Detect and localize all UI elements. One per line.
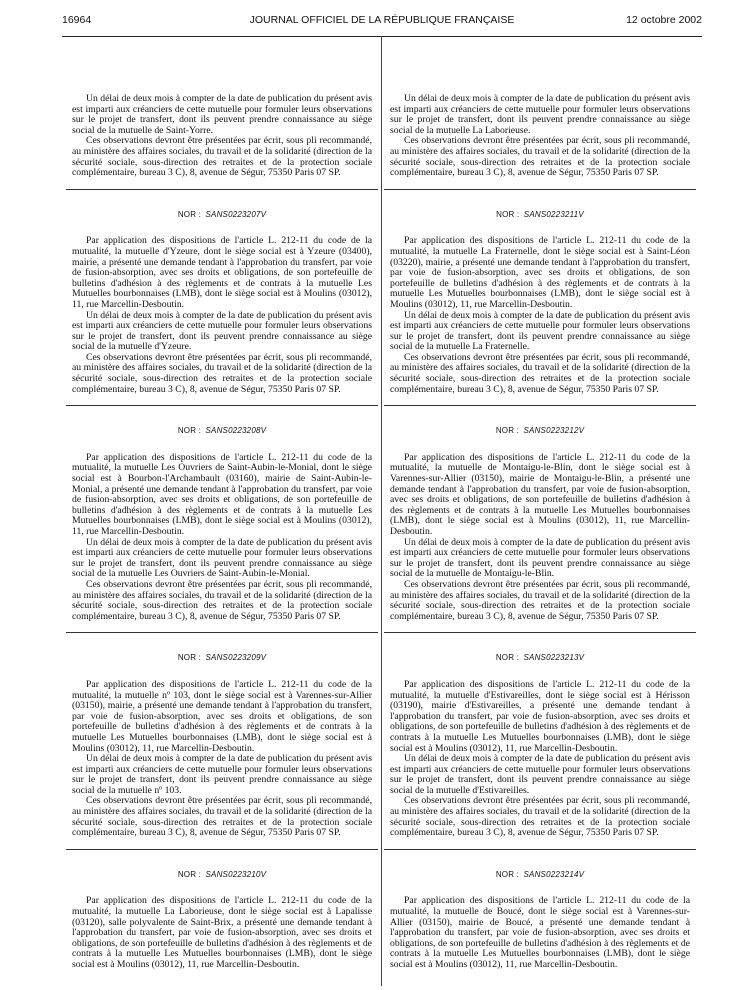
notice-paragraph: Un délai de deux mois à compter de la date de publication du présent avis est imparti aux créanciers de cette mutuelle pour formuler leurs observations sur le projet de transfert, dont ils peuvent prendre connaissance au siège social de la mutuelle de Montaigu-le-Blin. <box>390 536 690 580</box>
notice-paragraph: Ces observations devront être présentées par écrit, sous pli recommandé, au ministère des affaires sociales, du travail et de la solidarité (direction de la sécurité sociale, sous-direction des retraites et de la protection sociale complémentaire, bureau 3 C), 8, avenue de Ségur, 75350 Paris 07 SP. <box>390 135 690 179</box>
nor-reference <box>390 653 690 664</box>
notice-paragraph: Un délai de deux mois à compter de la date de publication du présent avis est imparti aux créanciers de cette mutuelle pour formuler leurs observations sur le projet de transfert, dont ils peuvent prendre connaissance au siège social de la mutuelle nº 103. <box>72 753 372 796</box>
notice-paragraph: Ces observations devront être présentées par écrit, sous pli recommandé, au ministère des affaires sociales, du travail et de la solidarité (direction de la sécurité sociale, sous-direction des retraites et de la protection sociale complémentaire, bureau 3 C), 8, avenue de Ségur, 75350 Paris 07 SP. <box>390 795 690 839</box>
nor-label: NOR : <box>495 869 520 879</box>
notice-paragraph: Un délai de deux mois à compter de la date de publication du présent avis est imparti aux créanciers de cette mutuelle pour formuler leurs observations sur le projet de transfert, dont ils peuvent prendre connaissance au siège social de la mutuelle La Fraternelle. <box>390 309 690 353</box>
section-separator <box>384 405 696 406</box>
nor-label: NOR : <box>177 653 202 663</box>
notice-paragraph: Un délai de deux mois à compter de la date de publication du présent avis est imparti aux créanciers de cette mutuelle pour formuler leurs observations sur le projet de transfert, dont ils peuvent prendre connaissance au siège social de la mutuelle d'Yzeure. <box>72 309 372 353</box>
nor-code: SANS0223213V <box>523 653 585 663</box>
notice-paragraph: Par application des dispositions de l'article L. 212-11 du code de la mutualité, la mutuelle de Montaigu-le-Blin, dont le siège social est à Varennes-sur-Allier (03150), mairie de Montaigu-le-Blin, a présenté une demande tendant à l'approbation du transfert, par voie de fusion-absorption, avec ses droits et obligations, de son portefeuille de bulletins d'adhésion à des règlements et de contrats à la mutuelle Les Mutuelles bourbonnaises (LMB), dont le siège social est à Moulins (03012), 11, rue Marcellin-Desboutin. <box>390 451 690 537</box>
page-number: 16964 <box>62 14 92 26</box>
notice-paragraph: Un délai de deux mois à compter de la date de publication du présent avis est imparti aux créanciers de cette mutuelle pour formuler leurs observations sur le projet de transfert, dont ils peuvent prendre connaissance au siège social de la mutuelle d'Estivareilles. <box>390 753 690 796</box>
page-header <box>62 14 702 30</box>
nor-reference <box>72 210 372 221</box>
column-divider <box>381 36 382 986</box>
nor-code: SANS0223214V <box>523 869 585 879</box>
nor-label: NOR : <box>496 209 520 219</box>
notice-paragraph: Par application des dispositions de l'article L. 212-11 du code de la mutualité, la mutuelle de Boucé, dont le siège social est à Varennes-sur-Allier (03150), mairie de Boucé, a présenté une demande tendant à l'approbation du transfert, par voie de fusion-absorption, avec ses droits et obligations, de son portefeuille de bulletins d'adhésion à des règlements et de contrats à la mutuelle Les Mutuelles bourbonnaises (LMB), dont le siège social est à Moulins (03012), 11, rue Marcellin-Desboutin. <box>390 895 690 970</box>
notice-paragraph: Ces observations devront être présentées par écrit, sous pli recommandé, au ministère des affaires sociales, du travail et de la solidarité (direction de la sécurité sociale, sous-direction des retraites et de la protection sociale complémentaire, bureau 3 C), 8, avenue de Ségur, 75350 Paris 07 SP. <box>72 351 372 395</box>
nor-reference <box>72 653 372 664</box>
right-column <box>390 94 690 971</box>
notice-paragraph: Par application des dispositions de l'article L. 212-11 du code de la mutualité, la mutuelle La Laborieuse, dont le siège social est à Lapalisse (03120), salle polyvalente de Saint-Brix, a présenté une demande tendant à l'approbation du transfert, par voie de fusion-absorption, avec ses droits et obligations, de son portefeuille de bulletins d'adhésion à des règlements et de contrats à la mutuelle Les Mutuelles bourbonnaises (LMB), dont le siège social est à Moulins (03012), 11, rue Marcellin-Desboutin. <box>72 895 372 970</box>
notice-paragraph: Un délai de deux mois à compter de la date de publication du présent avis est imparti aux créanciers de cette mutuelle pour formuler leurs observations sur le projet de transfert, dont ils peuvent prendre connaissance au siège social de la mutuelle Les Ouvriers de Saint-Aubin-le-Monial. <box>72 536 372 580</box>
nor-label: NOR : <box>495 426 520 436</box>
section-separator <box>66 405 378 406</box>
notice-paragraph: Ces observations devront être présentées par écrit, sous pli recommandé, au ministère des affaires sociales, du travail et de la solidarité (direction de la sécurité sociale, sous-direction des retraites et de la protection sociale complémentaire, bureau 3 C), 8, avenue de Ségur, 75350 Paris 07 SP. <box>72 578 372 622</box>
section-separator <box>384 632 696 633</box>
nor-code: SANS0223212V <box>523 426 585 436</box>
nor-code: SANS0223211V <box>523 209 584 219</box>
notice-paragraph: Par application des dispositions de l'article L. 212-11 du code de la mutualité, la mutuelle Les Ouvriers de Saint-Aubin-le-Monial, dont le siège social est à Bourbon-l'Archambault (03160), mairie de Saint-Aubin-le-Monial, a présenté une demande tendant à l'approbation du transfert, par voie de fusion-absorption, avec ses droits et obligations, de son portefeuille de bulletins d'adhésion à des règlements et de contrats à la mutuelle Les Mutuelles bourbonnaises (LMB), dont le siège social est à Moulins (03012), 11, rue Marcellin-Desboutin. <box>72 451 372 537</box>
nor-label: NOR : <box>177 869 202 879</box>
notice-paragraph: Un délai de deux mois à compter de la date de publication du présent avis est imparti aux créanciers de cette mutuelle pour formuler leurs observations sur le projet de transfert, dont ils peuvent prendre connaissance au siège social de la mutuelle La Laborieuse. <box>390 93 690 136</box>
nor-code: SANS0223209V <box>205 653 267 663</box>
section-separator <box>66 849 378 850</box>
section-separator <box>384 189 696 190</box>
notice-paragraph: Ces observations devront être présentées par écrit, sous pli recommandé, au ministère des affaires sociales, du travail et de la solidarité (direction de la sécurité sociale, sous-direction des retraites et de la protection sociale complémentaire, bureau 3 C), 8, avenue de Ségur, 75350 Paris 07 SP. <box>390 578 690 622</box>
nor-code: SANS0223210V <box>205 869 267 879</box>
nor-code: SANS0223207V <box>205 209 267 219</box>
nor-code: SANS0223208V <box>205 426 267 436</box>
notice-paragraph: Par application des dispositions de l'article L. 212-11 du code de la mutualité, la mutuelle d'Estivareilles, dont le siège social est à Hérisson (03190), mairie d'Estivareilles, a présenté une demande tendant à l'approbation du transfert, par voie de fusion-absorption, avec ses droits et obligations, de son portefeuille de bulletins d'adhésion à des règlements et de contrats à la mutuelle Les Mutuelles bourbonnaises (LMB), dont le siège social est à Moulins (03012), 11, rue Marcellin-Desboutin. <box>390 678 690 754</box>
left-column <box>72 94 372 971</box>
nor-reference <box>390 210 690 221</box>
notice-paragraph: Ces observations devront être présentées par écrit, sous pli recommandé, au ministère des affaires sociales, du travail et de la solidarité (direction de la sécurité sociale, sous-direction des retraites et de la protection sociale complémentaire, bureau 3 C), 8, avenue de Ségur, 75350 Paris 07 SP. <box>72 795 372 839</box>
nor-reference <box>72 870 372 881</box>
issue-date: 12 octobre 2002 <box>626 14 702 26</box>
notice-paragraph: Ces observations devront être présentées par écrit, sous pli recommandé, au ministère des affaires sociales, du travail et de la solidarité (direction de la sécurité sociale, sous-direction des retraites et de la protection sociale complémentaire, bureau 3 C), 8, avenue de Ségur, 75350 Paris 07 SP. <box>390 351 690 395</box>
notice-paragraph: Par application des dispositions de l'article L. 212-11 du code de la mutualité, la mutuelle d'Yzeure, dont le siège social est à Yzeure (03400), mairie, a présenté une demande tendant à l'approbation du transfert, par voie de fusion-absorption, avec ses droits et obligations, de son portefeuille de bulletins d'adhésion à des règlements et de contrats à la mutuelle Les Mutuelles bourbonnaises (LMB), dont le siège social est à Moulins (03012), 11, rue Marcellin-Desboutin. <box>72 235 372 310</box>
nor-reference <box>72 426 372 437</box>
header-rule <box>62 36 702 37</box>
notice-paragraph: Ces observations devront être présentées par écrit, sous pli recommandé, au ministère des affaires sociales, du travail et de la solidarité (direction de la sécurité sociale, sous-direction des retraites et de la protection sociale complémentaire, bureau 3 C), 8, avenue de Ségur, 75350 Paris 07 SP. <box>72 135 372 179</box>
nor-label: NOR : <box>177 209 202 219</box>
journal-title: JOURNAL OFFICIEL DE LA RÉPUBLIQUE FRANÇAISE <box>249 14 515 26</box>
nor-label: NOR : <box>177 426 202 436</box>
notice-paragraph: Un délai de deux mois à compter de la date de publication du présent avis est imparti aux créanciers de cette mutuelle pour formuler leurs observations sur le projet de transfert, dont ils peuvent prendre connaissance au siège social de la mutuelle de Saint-Yorre. <box>72 93 372 136</box>
notice-paragraph: Par application des dispositions de l'article L. 212-11 du code de la mutualité, la mutuelle nº 103, dont le siège social est à Varennes-sur-Allier (03150), mairie, a présenté une demande tendant à l'approbation du transfert, par voie de fusion-absorption, avec ses droits et obligations, de son portefeuille de bulletins d'adhésion à des règlements et de contrats à la mutuelle Les Mutuelles bourbonnaises (LMB), dont le siège social est à Moulins (03012), 11, rue Marcellin-Desboutin. <box>72 678 372 754</box>
notice-paragraph: Par application des dispositions de l'article L. 212-11 du code de la mutualité, la mutuelle La Fraternelle, dont le siège social est à Saint-Léon (03220), mairie, a présenté une demande tendant à l'approbation du transfert, par voie de fusion-absorption, avec ses droits et obligations, de son portefeuille de bulletins d'adhésion à des règlements et de contrats à la mutuelle Les Mutuelles bourbonnaises (LMB), dont le siège social est à Moulins (03012), 11, rue Marcellin-Desboutin. <box>390 235 690 310</box>
section-separator <box>66 632 378 633</box>
nor-reference <box>390 426 690 437</box>
section-separator <box>384 849 696 850</box>
nor-label: NOR : <box>495 653 520 663</box>
nor-reference <box>390 870 690 881</box>
section-separator <box>66 189 378 190</box>
